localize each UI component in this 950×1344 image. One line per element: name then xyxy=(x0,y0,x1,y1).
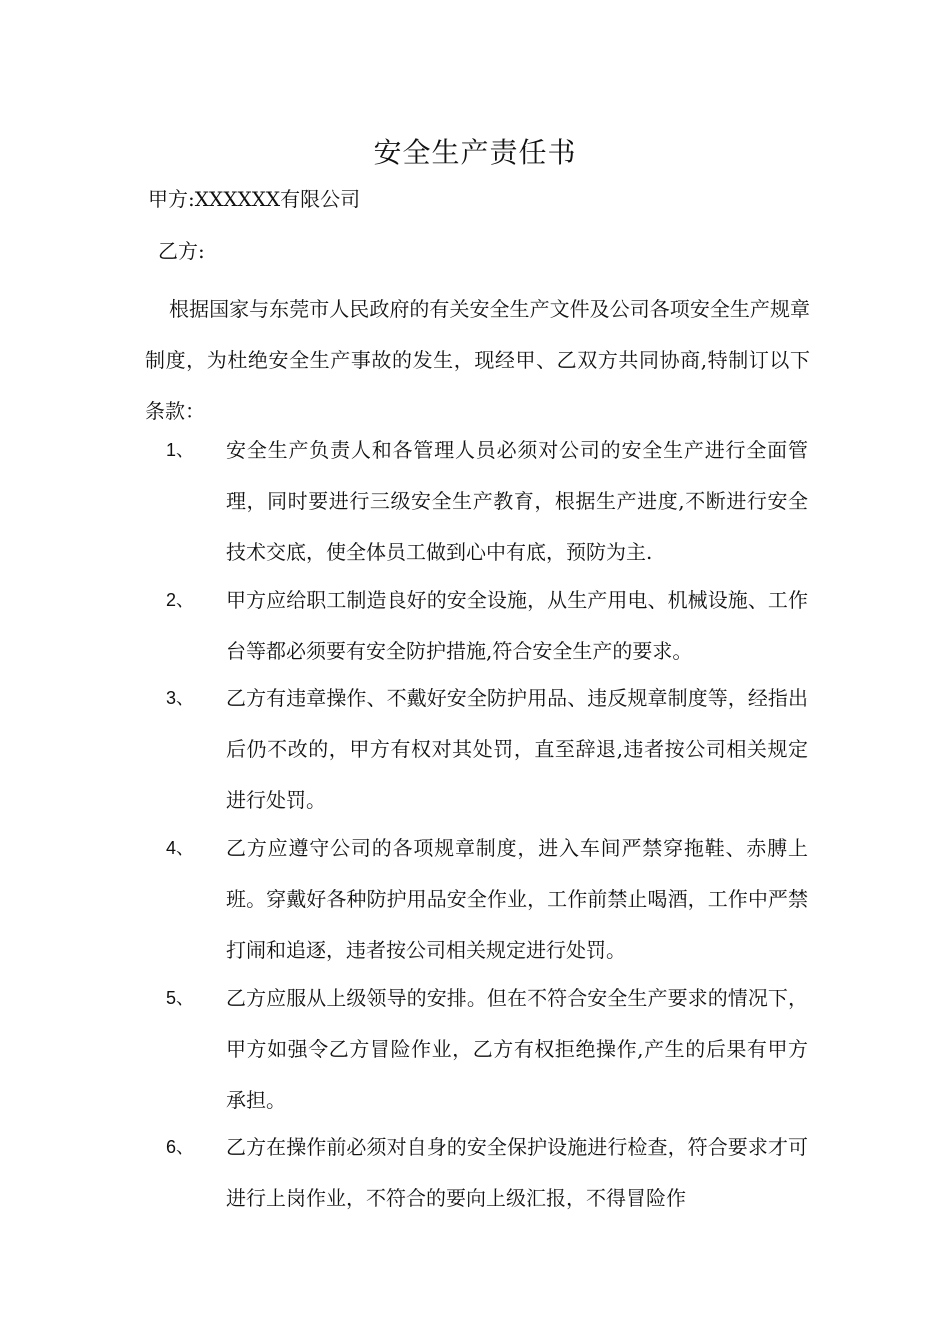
clause-number: 5、 xyxy=(166,988,195,1008)
clause-text: 安全生产负责人和各管理人员必须对公司的安全生产进行全面管理，同时要进行三级安全生产教育，根据生产进度,不断进行安全技术交底，使全体员工做到心中有底，预防为主. xyxy=(226,438,808,564)
party-a-line: 甲方:XXXXXX有限公司 xyxy=(148,187,361,211)
clause-text: 甲方应给职工制造良好的安全设施，从生产用电、机械设施、工作台等都必须要有安全防护措施,符合安全生产的要求。 xyxy=(226,588,808,663)
clause-text: 乙方应遵守公司的各项规章制度，进入车间严禁穿拖鞋、赤膊上班。穿戴好各种防护用品安全作业，工作前禁止喝酒，工作中严禁打闹和追逐，违者按公司相关规定进行处罚。 xyxy=(226,836,808,962)
clause-text: 乙方应服从上级领导的安排。但在不符合安全生产要求的情况下，甲方如强令乙方冒险作业，乙方有权拒绝操作,产生的后果有甲方承担。 xyxy=(226,986,808,1112)
clause-number: 1、 xyxy=(166,440,195,460)
clause-text: 乙方有违章操作、不戴好安全防护用品、违反规章制度等，经指出后仍不改的，甲方有权对其处罚，直至辞退,违者按公司相关规定进行处罚。 xyxy=(226,686,808,812)
clause-number: 4、 xyxy=(166,838,195,858)
document-title: 安全生产责任书 xyxy=(373,136,577,169)
clause-number: 6、 xyxy=(166,1137,195,1157)
intro-paragraph: 根据国家与东莞市人民政府的有关安全生产文件及公司各项安全生产规章制度，为杜绝安全生产事故的发生，现经甲、乙双方共同协商,特制订以下条款： xyxy=(145,297,810,423)
clause-number: 2、 xyxy=(166,590,195,610)
clause-text: 乙方在操作前必须对自身的安全保护设施进行检查，符合要求才可进行上岗作业，不符合的要向上级汇报，不得冒险作 xyxy=(226,1135,808,1210)
clause-number: 3、 xyxy=(166,688,195,708)
party-b-line: 乙方: xyxy=(158,239,205,263)
